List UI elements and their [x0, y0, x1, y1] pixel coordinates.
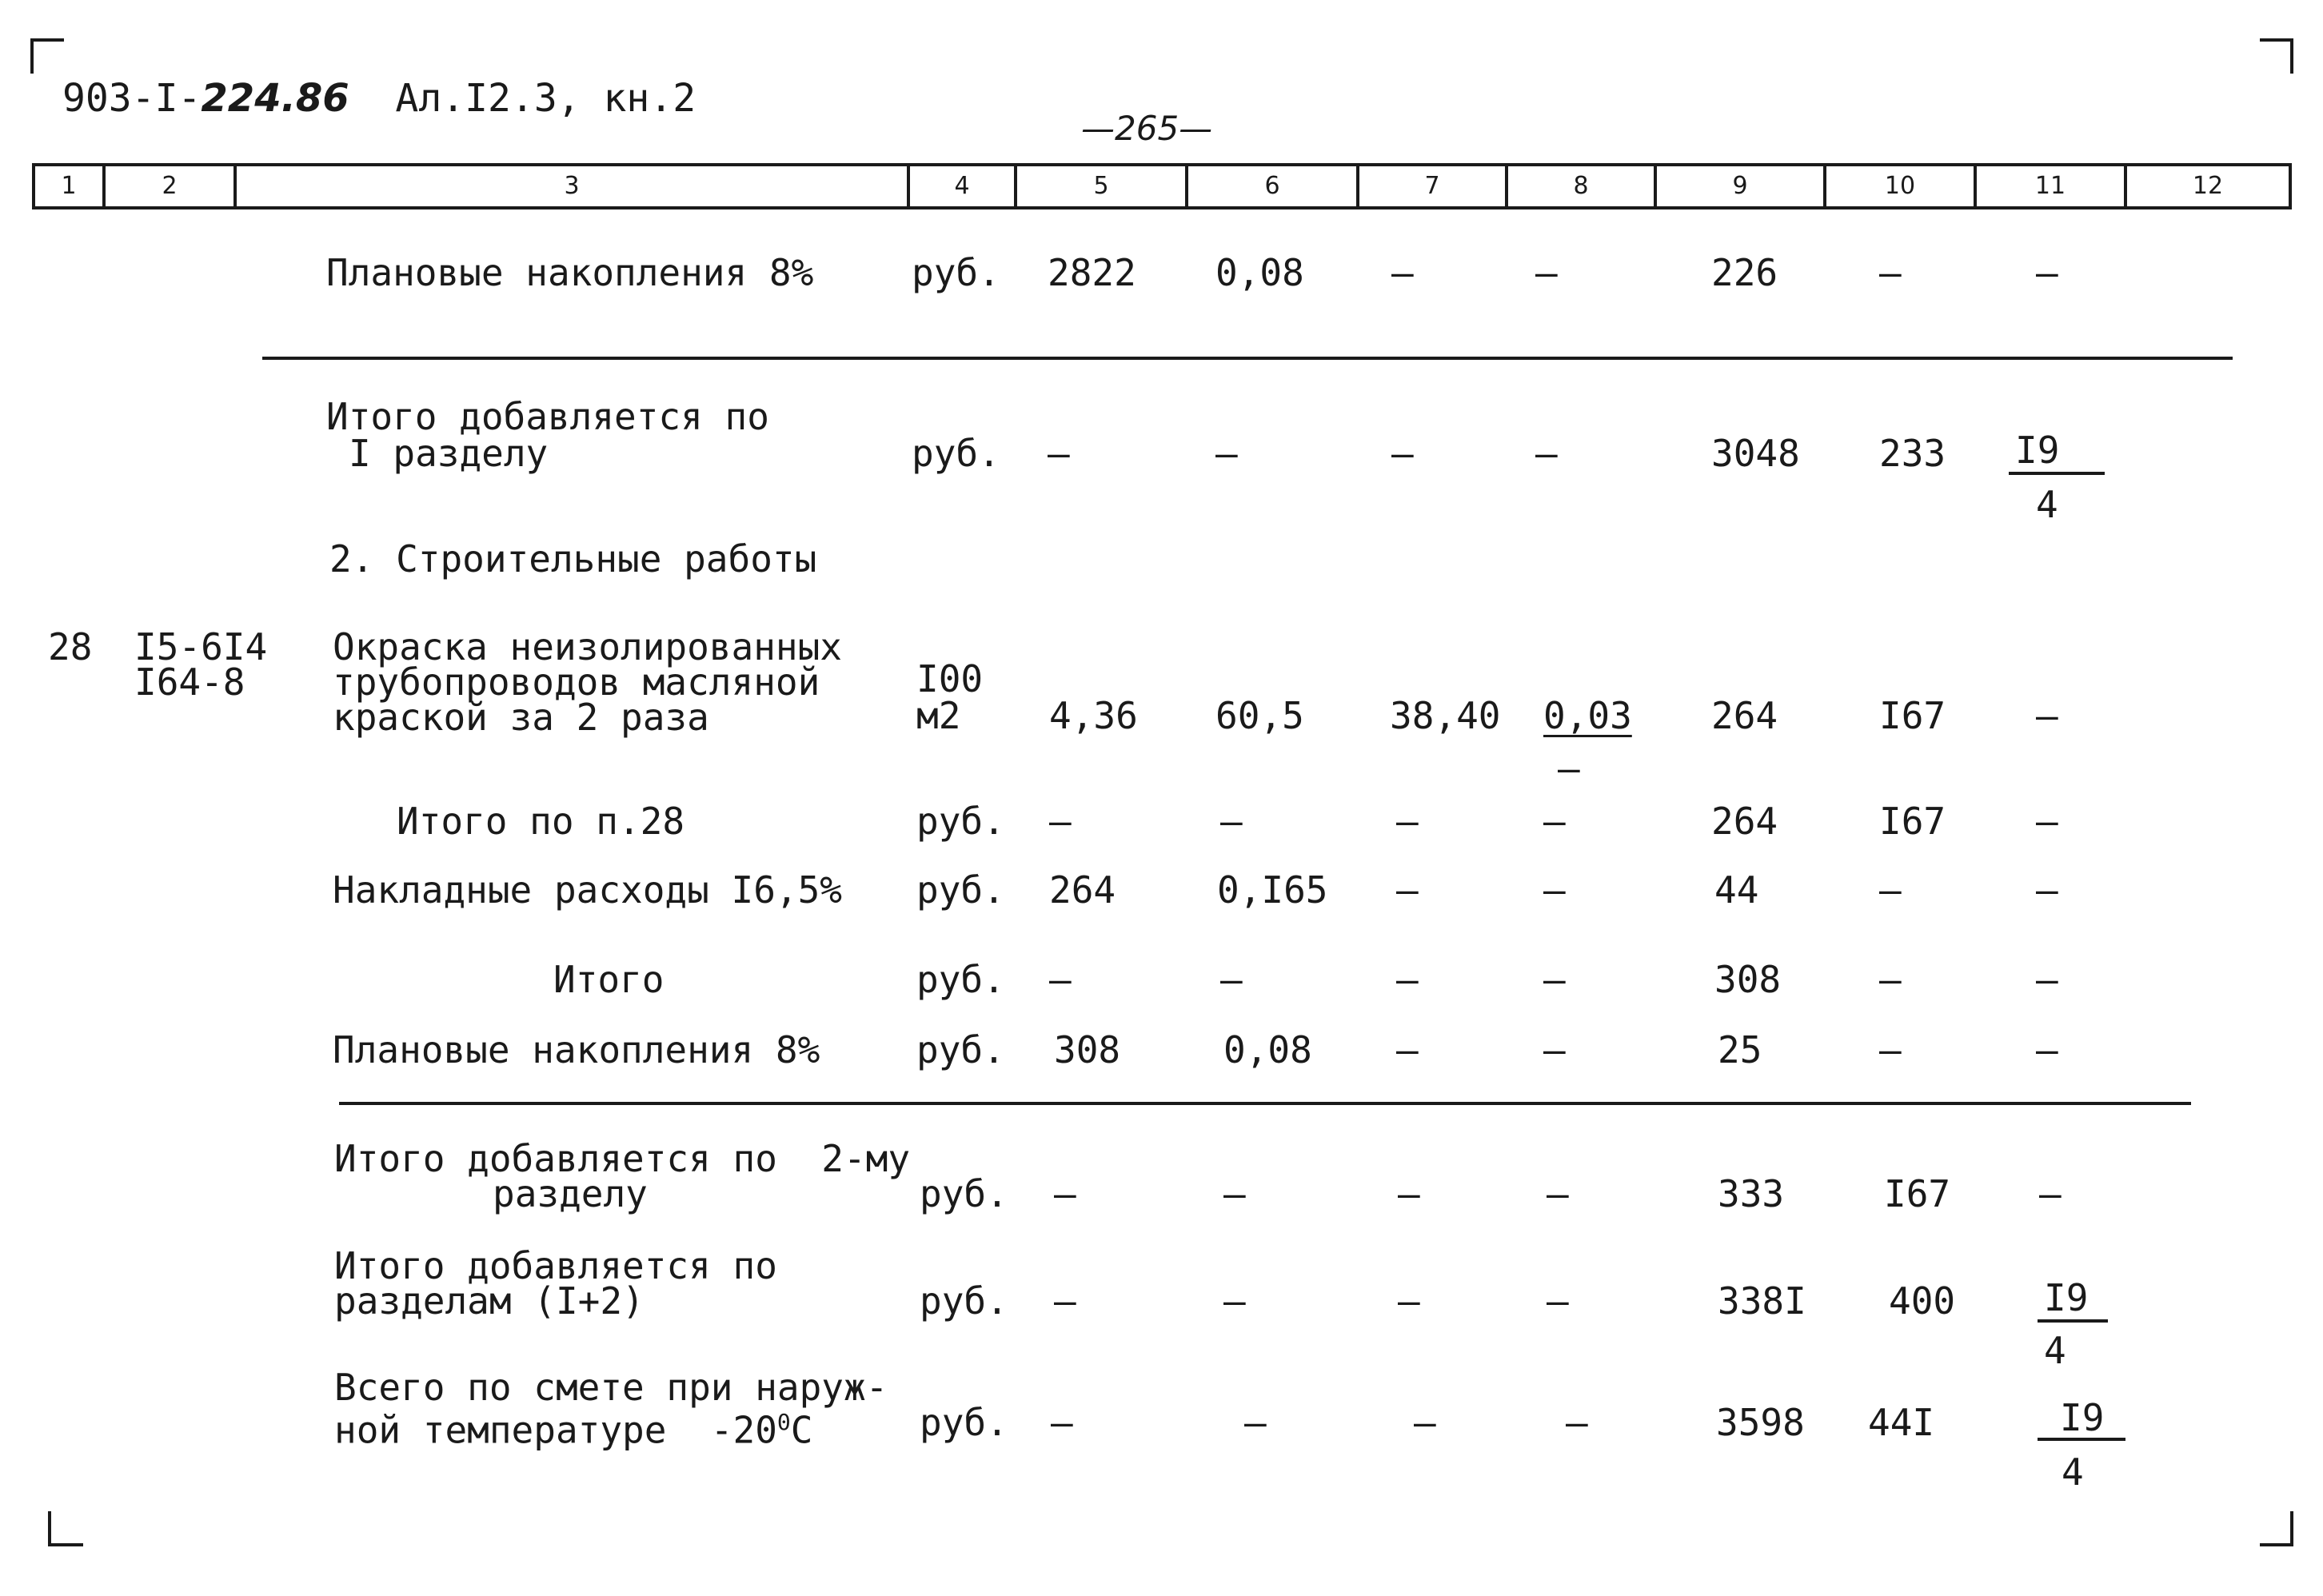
- cell-col9: 264: [1711, 800, 1778, 843]
- cell-col7: –: [1396, 1028, 1419, 1071]
- cell-col10: 400: [1889, 1279, 1956, 1323]
- cell-col10: I67: [1884, 1172, 1951, 1215]
- column-header-3: 3: [233, 166, 907, 206]
- cell-col6: –: [1244, 1401, 1267, 1444]
- cell-col6: 0,08: [1215, 251, 1304, 294]
- cell-col7: 38,40: [1390, 694, 1501, 737]
- row-name-line2: [334, 1404, 813, 1452]
- cell-col9: 3598: [1716, 1401, 1805, 1444]
- row-unit: руб.: [920, 1401, 1008, 1444]
- cell-col11-top: I9: [2015, 429, 2060, 472]
- row-name-line1: Окраска неизолированных: [333, 625, 842, 668]
- cell-col10: I67: [1879, 800, 1946, 843]
- cell-col9: 308: [1714, 958, 1782, 1001]
- cell-col11: –: [2036, 800, 2058, 843]
- row-name-line2: трубопроводов масляной: [333, 660, 820, 704]
- row-name: Плановые накопления 8%: [326, 251, 814, 294]
- row-name-line2: I разделу: [349, 432, 549, 475]
- cell-col9: 3048: [1711, 432, 1800, 475]
- row-unit: руб.: [916, 800, 1005, 843]
- cell-col11: –: [2036, 868, 2058, 912]
- row-unit: руб.: [916, 1028, 1005, 1071]
- row-name-line2: разделам (I+2): [334, 1279, 645, 1323]
- page-number: —265—: [1081, 109, 1213, 148]
- column-header-4: 4: [907, 166, 1014, 206]
- cell-col8-below: –: [1558, 747, 1580, 790]
- corner-mark-bottom-right: [2260, 1511, 2293, 1546]
- row-unit: руб.: [920, 1172, 1008, 1215]
- cell-col11-bottom: 4: [2044, 1329, 2066, 1372]
- cell-col5: –: [1054, 1279, 1076, 1323]
- row-name-line2-text: ной температуре -20: [334, 1408, 777, 1452]
- cell-col10: –: [1879, 1028, 1902, 1071]
- cell-col5: –: [1048, 432, 1070, 475]
- column-header-2: 2: [102, 166, 233, 206]
- cell-col6: –: [1223, 1279, 1246, 1323]
- cell-col8: –: [1543, 868, 1566, 912]
- cell-col7: –: [1414, 1401, 1436, 1444]
- cell-col9: 264: [1711, 694, 1778, 737]
- column-header-6: 6: [1185, 166, 1356, 206]
- row-unit-line1: I00: [916, 657, 984, 700]
- row-name: Накладные расходы I6,5%: [333, 868, 842, 912]
- section-divider: [339, 1102, 2191, 1105]
- cell-col10: 44I: [1868, 1401, 1935, 1444]
- cell-col11: –: [2036, 958, 2058, 1001]
- column-header-1: 1: [61, 172, 77, 200]
- cell-col11-top: I9: [2044, 1276, 2089, 1319]
- column-header-11: 11: [1974, 166, 2124, 206]
- cell-col6: –: [1215, 432, 1238, 475]
- fraction-line: [2009, 472, 2105, 475]
- cell-col7: –: [1398, 1172, 1420, 1215]
- row-name-line2-tail: С: [790, 1408, 813, 1452]
- row-name-line1: Итого добавляется по: [326, 395, 769, 438]
- doc-code-suffix: Ал.I2.3, кн.2: [395, 76, 697, 121]
- cell-col7: –: [1396, 958, 1419, 1001]
- cell-col8: –: [1543, 800, 1566, 843]
- column-header-7: 7: [1356, 166, 1505, 206]
- row-code-line1: I5-6I4: [134, 625, 268, 668]
- cell-col6: –: [1220, 958, 1243, 1001]
- section-title: 2. Строительные работы: [329, 537, 817, 581]
- cell-col7: –: [1398, 1279, 1420, 1323]
- corner-mark-top-left: [30, 38, 64, 74]
- cell-col8: –: [1547, 1172, 1569, 1215]
- cell-col11: –: [2036, 1028, 2058, 1071]
- doc-code-handwritten: 224.86: [201, 76, 349, 121]
- cell-col7: –: [1391, 432, 1414, 475]
- section-divider: [262, 357, 2233, 360]
- cell-col11: –: [2036, 251, 2058, 294]
- cell-col8: –: [1543, 958, 1566, 1001]
- row-unit: руб.: [920, 1279, 1008, 1323]
- row-name: Плановые накопления 8%: [333, 1028, 820, 1071]
- cell-col5: –: [1049, 800, 1072, 843]
- cell-col7: –: [1396, 800, 1419, 843]
- cell-col10: I67: [1879, 694, 1946, 737]
- cell-col11-bottom: 4: [2062, 1450, 2084, 1494]
- cell-col5: –: [1054, 1172, 1076, 1215]
- cell-col5: 2822: [1048, 251, 1136, 294]
- cell-col9: 226: [1711, 251, 1778, 294]
- cell-col11: –: [2039, 1172, 2062, 1215]
- cell-col5: 264: [1049, 868, 1116, 912]
- column-header-12: 12: [2124, 166, 2289, 206]
- cell-col9: 25: [1718, 1028, 1762, 1071]
- column-header-8: 8: [1505, 166, 1654, 206]
- row-unit: руб.: [916, 868, 1005, 912]
- cell-col5: –: [1049, 958, 1072, 1001]
- row-unit: руб.: [912, 432, 1000, 475]
- column-header-9: 9: [1654, 166, 1823, 206]
- row-name-line3: краской за 2 раза: [333, 696, 709, 739]
- cell-col7: –: [1391, 251, 1414, 294]
- row-unit-line2: м2: [916, 694, 961, 737]
- cell-col10: –: [1879, 958, 1902, 1001]
- cell-col6: 0,08: [1223, 1028, 1312, 1071]
- fraction-line: [2038, 1438, 2125, 1441]
- cell-col6: –: [1220, 800, 1243, 843]
- row-code-line2: I64-8: [134, 660, 245, 704]
- column-header-10: 10: [1823, 166, 1974, 206]
- row-name-line1: Итого добавляется по 2-му: [334, 1137, 911, 1180]
- corner-mark-top-right: [2260, 38, 2293, 74]
- cell-col11: –: [2036, 694, 2058, 737]
- cell-col5: –: [1051, 1401, 1073, 1444]
- row-name: Итого: [553, 958, 665, 1001]
- cell-col11-bottom: 4: [2036, 483, 2058, 526]
- row-name-line1: Итого добавляется по: [334, 1244, 777, 1287]
- cell-col9: 338I: [1718, 1279, 1806, 1323]
- row-name-line2: разделу: [493, 1172, 648, 1215]
- table-header-row: [32, 163, 2292, 209]
- row-unit: руб.: [912, 251, 1000, 294]
- cell-col8: –: [1566, 1401, 1588, 1444]
- document-code: [62, 76, 696, 121]
- fraction-line: [2038, 1319, 2108, 1323]
- cell-col10: –: [1879, 868, 1902, 912]
- cell-col10: 233: [1879, 432, 1946, 475]
- cell-col6: –: [1223, 1172, 1246, 1215]
- cell-col8: –: [1547, 1279, 1569, 1323]
- degree-sign: 0: [776, 1409, 791, 1435]
- row-number: 28: [48, 625, 93, 668]
- row-name: Итого по п.28: [397, 800, 685, 843]
- cell-col6: 0,I65: [1217, 868, 1328, 912]
- row-name-line1: Всего по смете при наруж-: [334, 1366, 888, 1409]
- cell-col5: 4,36: [1049, 694, 1138, 737]
- cell-col11-top: I9: [2060, 1396, 2105, 1439]
- cell-col8: –: [1535, 251, 1558, 294]
- cell-col9: 333: [1718, 1172, 1785, 1215]
- row-unit: руб.: [916, 958, 1005, 1001]
- cell-col8: –: [1543, 1028, 1566, 1071]
- column-header-5: 5: [1014, 166, 1185, 206]
- cell-col6: 60,5: [1215, 694, 1304, 737]
- cell-col5: 308: [1054, 1028, 1121, 1071]
- cell-col7: –: [1396, 868, 1419, 912]
- cell-col8: –: [1535, 432, 1558, 475]
- cell-col9: 44: [1714, 868, 1759, 912]
- doc-code-prefix: 903-I-: [62, 76, 202, 121]
- cell-col8: 0,03: [1543, 694, 1632, 737]
- cell-col10: –: [1879, 251, 1902, 294]
- corner-mark-bottom-left: [48, 1511, 83, 1546]
